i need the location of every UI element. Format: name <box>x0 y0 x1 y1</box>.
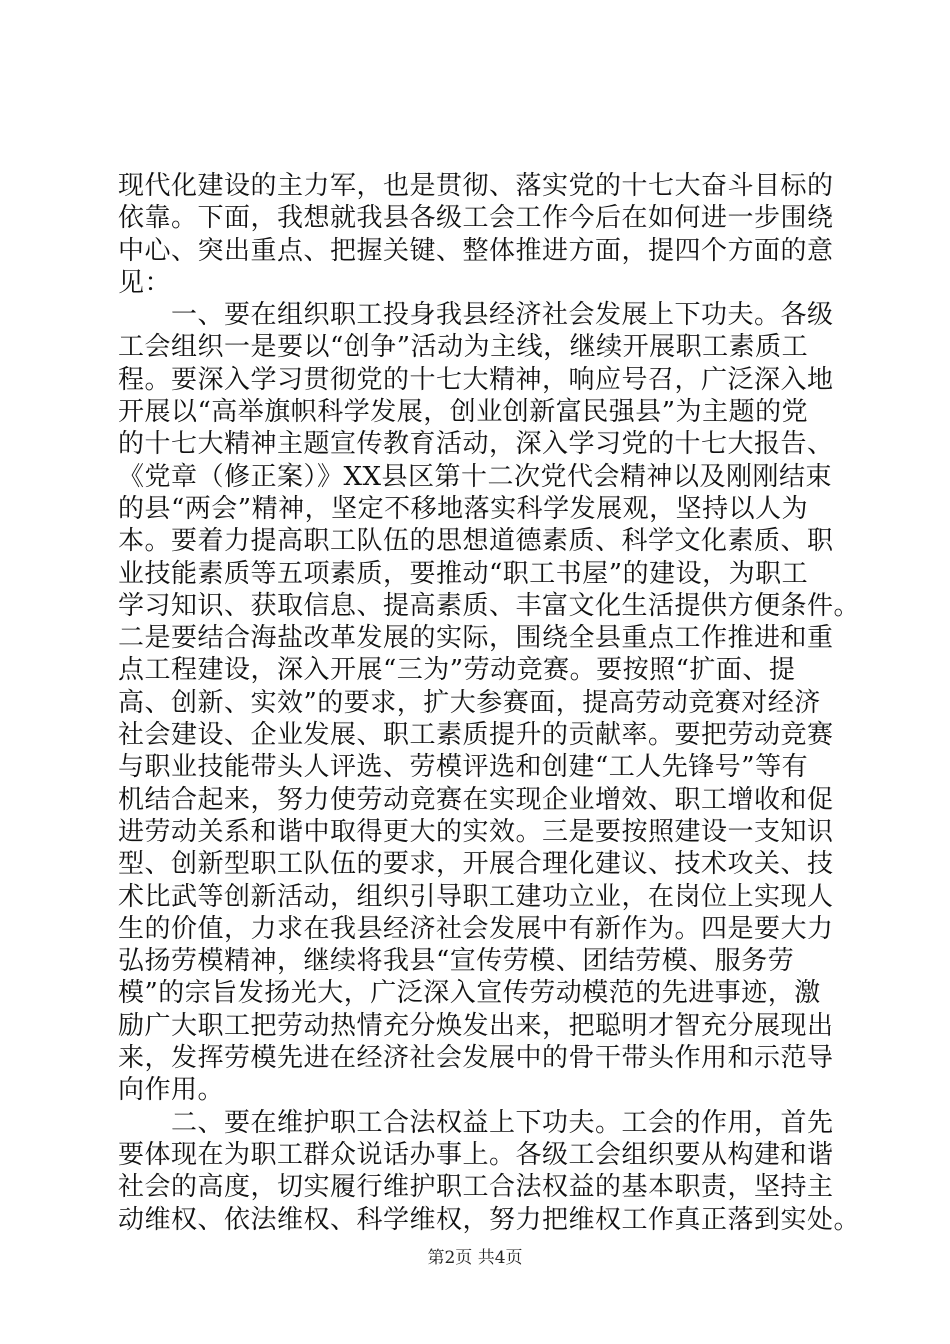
text-line: 现代化建设的主力军，也是贯彻、落实党的十七大奋斗目标的 <box>118 171 834 201</box>
text-line: 社会建设、企业发展、职工素质提升的贡献率。要把劳动竞赛 <box>118 720 834 751</box>
text-line: 型、创新型职工队伍的要求，开展合理化建议、技术攻关、技 <box>118 849 834 880</box>
text-line: 机结合起来，努力使劳动竞赛在实现企业增效、职工增收和促 <box>118 784 834 815</box>
text-line: 要体现在为职工群众说话办事上。各级工会组织要从构建和谐 <box>118 1139 834 1170</box>
text-line: 程。要深入学习贯彻党的十七大精神，响应号召，广泛深入地 <box>118 364 834 395</box>
page-footer: 第2页 共4页 <box>427 1248 523 1268</box>
text-line: 弘扬劳模精神，继续将我县“宣传劳模、团结劳模、服务劳 <box>118 946 795 977</box>
text-line: 依靠。下面，我想就我县各级工会工作今后在如何进一步围绕 <box>118 203 834 234</box>
text-line: 中心、突出重点、把握关键、整体推进方面，提四个方面的意 <box>118 235 834 266</box>
text-line: 术比武等创新活动，组织引导职工建功立业，在岗位上实现人 <box>118 881 834 912</box>
text-line: 生的价值，力求在我县经济社会发展中有新作为。四是要大力 <box>118 913 834 944</box>
text-line: 本。要着力提高职工队伍的思想道德素质、科学文化素质、职 <box>118 526 834 557</box>
text-line: 的县“两会”精神，坚定不移地落实科学发展观，坚持以人为 <box>118 493 809 524</box>
text-line: 社会的高度，切实履行维护职工合法权益的基本职责，坚持主 <box>118 1172 834 1203</box>
text-line: 一、要在组织职工投身我县经济社会发展上下功夫。各级 <box>118 300 834 331</box>
text-line: 开展以“高举旗帜科学发展，创业创新富民强县”为主题的党 <box>118 397 809 428</box>
text-line: 来，发挥劳模先进在经济社会发展中的骨干带头作用和示范导 <box>118 1043 834 1074</box>
text-line: 《党章（修正案）》XX县区第十二次党代会精神以及刚刚结束 <box>118 461 833 492</box>
text-line: 模”的宗旨发扬光大，广泛深入宣传劳动模范的先进事迹，激 <box>118 978 821 1009</box>
text-line: 学习知识、获取信息、提高素质、丰富文化生活提供方便条件。 <box>118 590 861 621</box>
text-line: 的十七大精神主题宣传教育活动，深入学习党的十七大报告、 <box>118 429 834 460</box>
text-line: 点工程建设，深入开展“三为”劳动竞赛。要按照“扩面、提 <box>118 655 796 686</box>
text-line: 动维权、依法维权、科学维权，努力把维权工作真正落到实处。 <box>118 1204 861 1235</box>
text-line: 二、要在维护职工合法权益上下功夫。工会的作用，首先 <box>118 1107 834 1138</box>
text-line: 业技能素质等五项素质，要推动“职工书屋”的建设，为职工 <box>118 558 809 589</box>
text-line: 高、创新、实效”的要求，扩大参赛面，提高劳动竞赛对经济 <box>118 687 821 718</box>
text-line: 工会组织一是要以“创争”活动为主线，继续开展职工素质工 <box>118 332 809 363</box>
text-line: 励广大职工把劳动热情充分焕发出来，把聪明才智充分展现出 <box>118 1010 834 1041</box>
body-text <box>118 170 861 1236</box>
text-line: 向作用。 <box>118 1075 225 1106</box>
text-line: 见： <box>118 267 172 298</box>
text-line: 二是要结合海盐改革发展的实际，围绕全县重点工作推进和重 <box>118 623 834 654</box>
text-line: 进劳动关系和谐中取得更大的实效。三是要按照建设一支知识 <box>118 816 834 847</box>
text-line: 与职业技能带头人评选、劳模评选和创建“工人先锋号”等有 <box>118 752 809 783</box>
